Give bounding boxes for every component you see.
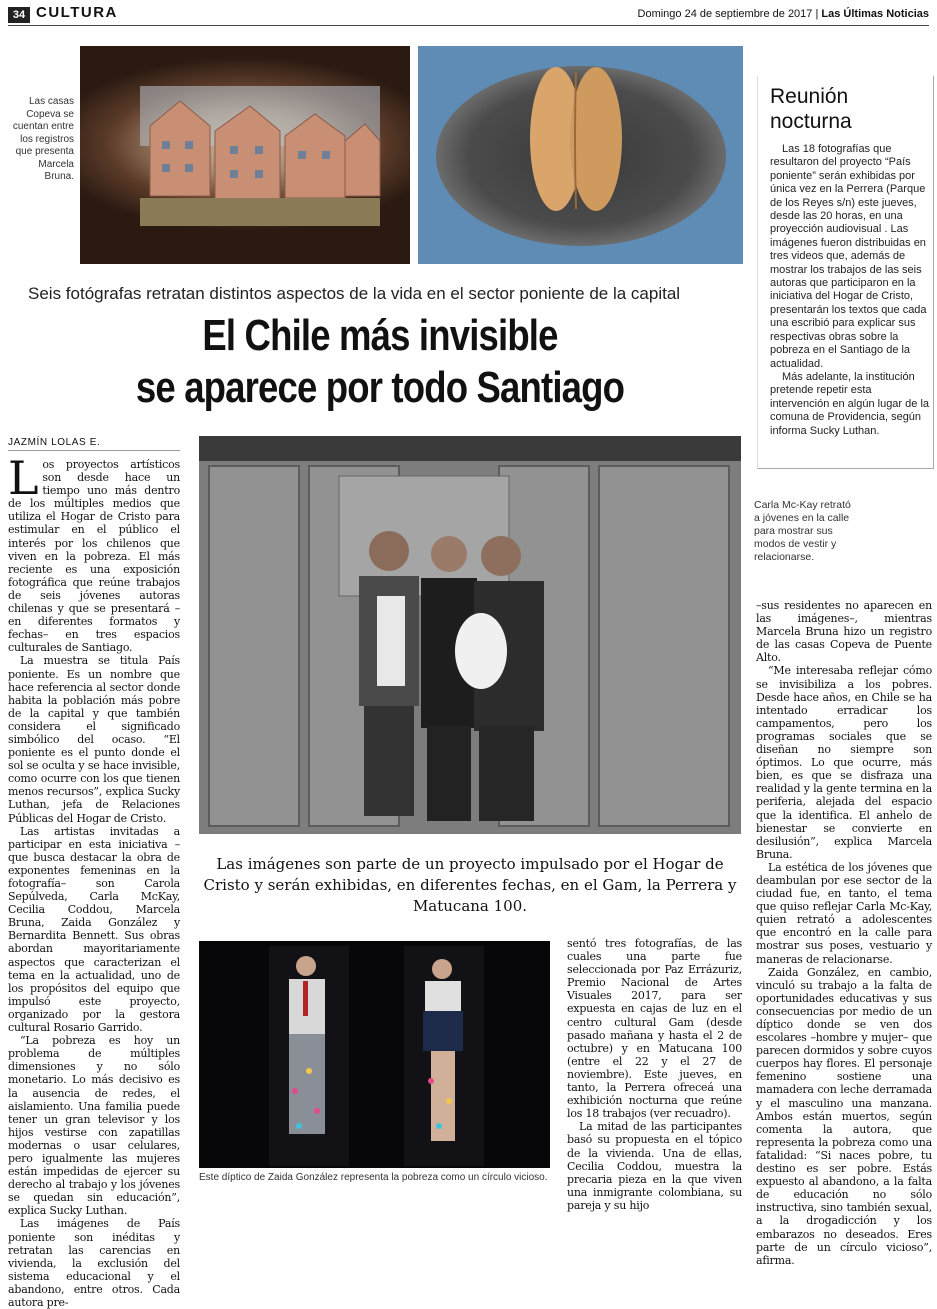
article-column-1	[8, 451, 180, 1309]
photo-young-men	[199, 436, 741, 834]
paragraph: “La pobreza es hoy un problema de múltiples dimensiones y no sólo monetario. Lo más decisivo es la ausencia de redes, el aislamiento. Una familia puede tener un gran televisor y los hijos vestirse con zapatillas modernas o usar celulares, pero igualmente las mujeres están impedidas de ejercer su derecho al trabajo y los jóvenes se quedan sin educación”, explica Sucky Luthan.	[8, 1034, 180, 1218]
sidebar-paragraph: Más adelante, la institución pretende repetir esta intervención en algún lugar de la comuna de Providencia, según informa Sucky Luthan.	[770, 370, 930, 437]
article-column-right	[756, 599, 932, 1267]
headline-line-1: El Chile más invisible	[202, 311, 558, 360]
headline-line-2: se aparece por todo Santiago	[135, 363, 625, 412]
paragraph: Zaida González, en cambio, vinculó su trabajo a la falta de oportunidades educativas y sus consecuencias por medio de un díptico donde se ven dos escolares –hombre y mujer– que parecen dormidos y sobre cuyos cuerpos hay flores. El personaje femenino sostiene una mamadera con leche derramada y el masculino una manzana. Ambos están muertos, según comenta la autora, que representa la pobreza como una fatalidad: “Si naces pobre, tu destino es ser pobre. Estás expuesto al abandono, a la falta de educación no sólo instructiva, sino también sexual, a la drogadicción y los embarazos no deseados. Eres parte de un círculo vicioso”, afirma.	[756, 965, 932, 1267]
bread-illustration	[526, 64, 626, 214]
photo-caption-diptych: Este díptico de Zaida González representa la pobreza como un círculo vicioso.	[199, 1172, 548, 1183]
paragraph: La mitad de las participantes basó su propuesta en el tópico de la vivienda. Una de ellas, Cecilia Coddou, muestra la precaria pieza en la que viven una inmigrante colombiana, su pareja y su hijo	[567, 1120, 742, 1212]
photo-caption-young-men: Carla Mc-Kay retrató a jóvenes en la calle para mostrar sus modos de vestir y relacionarse.	[754, 499, 851, 563]
photo-caption-houses: Las casas Copeva se cuentan entre los registros que presenta Marcela Bruna.	[12, 96, 74, 182]
date-separator: |	[812, 8, 822, 20]
drop-cap: L	[8, 451, 39, 505]
paragraph: Las artistas invitadas a participar en esta iniciativa –que busca destacar la obra de exponentes femeninas en la fotografía– son Carola Sepúlveda, Carla McKay, Cecilia Coddou, Marcela Bruna, Zaida González y Bernardita Bennett. Sus obras abordan mayoritariamente aspectos que caracterizan el tema en la actualidad, uno de los propósitos del equipo que impulsó este proyecto, organizado por la gestora cultural Rosario Garrido.	[8, 824, 180, 1035]
photo-bread-plate	[418, 46, 743, 264]
paragraph-text: os proyectos artísticos son desde hace un tiempo uno más dentro de los múltiples medios que utiliza el Hogar de Cristo para estimular en el público el interés por los chilenos que viven en la pobreza. El más reciente es una exposición fotográfica que reúne trabajos de seis jóvenes autoras chilenas y que se presentará –en diferentes formatos y fechas– en tres espacios culturales de Santiago.	[8, 458, 180, 655]
photo-diptych	[199, 941, 550, 1168]
article-column-middle	[567, 937, 742, 1212]
header-rule	[8, 25, 929, 26]
paragraph: La muestra se titula País poniente. Es un nombre que hace referencia al sector donde habita la población más pobre de la capital y que también considera el significado simbólico del ocaso. “El poniente es el punto donde el sol se oculta y se hace invisible, como ocurre con los que tienen menos recursos”, explica Sucky Luthan, jefa de Relaciones Públicas del Hogar de Cristo.	[8, 654, 180, 825]
sidebar-text	[770, 143, 930, 438]
article-kicker: Seis fotógrafas retratan distintos aspectos de la vida en el sector poniente de la capital	[28, 284, 681, 303]
page-number: 34	[8, 7, 30, 23]
dateline	[638, 8, 929, 20]
pull-quote: Las imágenes son parte de un proyecto impulsado por el Hogar de Cristo y serán exhibidas, en diferentes fechas, en el Gam, la Perrera y Matucana 100.	[203, 855, 737, 915]
paragraph: Las imágenes de País poniente son inéditas y retratan las carencias en vivienda, la exclusión del sistema educacional y el abandono, entre otros. Cada autora pre-	[8, 1217, 180, 1309]
sidebar-title: Reunión nocturna	[770, 85, 852, 133]
sidebar-paragraph: Las 18 fotografías que resultaron del proyecto “País poniente” serán exhibidas por única vez en la Perrera (Parque de los Reyes s/n) este jueves, desde las 20 horas, en una proyección audiovisual . Las imágenes fueron distribuidas en tres videos que, además de mostrar los trabajos de las seis autoras que participaron en la iniciativa del Hogar de Cristo, presentarán los textos que cada una escribió para explicar sus respectivas obras sobre la pobreza en el Santiago de la actualidad.	[770, 143, 927, 370]
paragraph: sentó tres fotografías, de las cuales una parte fue seleccionada por Paz Errázuriz, Premio Nacional de Artes Visuales 2017, para ser expuesta en cajas de luz en el centro cultural Gam (desde pasado mañana y hasta el 2 de octubre) y en Matucana 100 (entre el 22 y el 27 de noviembre). Este jueves, en tanto, la Perrera ofreceá una exhibición nocturna que reúne los 18 trabajos (ver recuadro).	[567, 937, 742, 1121]
paragraph: La estética de los jóvenes que deambulan por ese sector de la ciudad fue, en tanto, el tema que quiso reflejar Carla Mc-Kay, quien retrató a adolescentes que encontró en la calle para mostrar sus poses, vestuario y maneras de relacionarse.	[756, 860, 932, 966]
section-title: CULTURA	[36, 4, 118, 21]
young-men-illustration	[199, 436, 741, 834]
paragraph: “Me interesaba reflejar cómo se invisibiliza a los pobres. Desde hace años, en Chile se ha intentado erradicar los campamentos, pero los programas sociales que se diseñan no siempre son óptimos. Lo que ocurre, más bien, es que se disfraza una realidad y la gente termina en la periferia, alejada del espacio que la identifica. El anhelo de bienestar se convierte en desilusión”, explica Marcela Bruna.	[756, 664, 932, 861]
houses-illustration	[140, 86, 380, 226]
publication-name: Las Últimas Noticias	[821, 8, 929, 20]
diptych-illustration	[199, 941, 550, 1168]
paragraph: –sus residentes no aparecen en las imágenes–, mientras Marcela Bruna hizo un registro de las casas Copeva de Puente Alto.	[756, 599, 932, 665]
photo-houses	[80, 46, 410, 264]
paragraph	[8, 451, 180, 655]
issue-date: Domingo 24 de septiembre de 2017	[637, 8, 813, 20]
byline: JAZMÍN LOLAS E.	[8, 437, 101, 448]
article-headline	[90, 310, 671, 414]
